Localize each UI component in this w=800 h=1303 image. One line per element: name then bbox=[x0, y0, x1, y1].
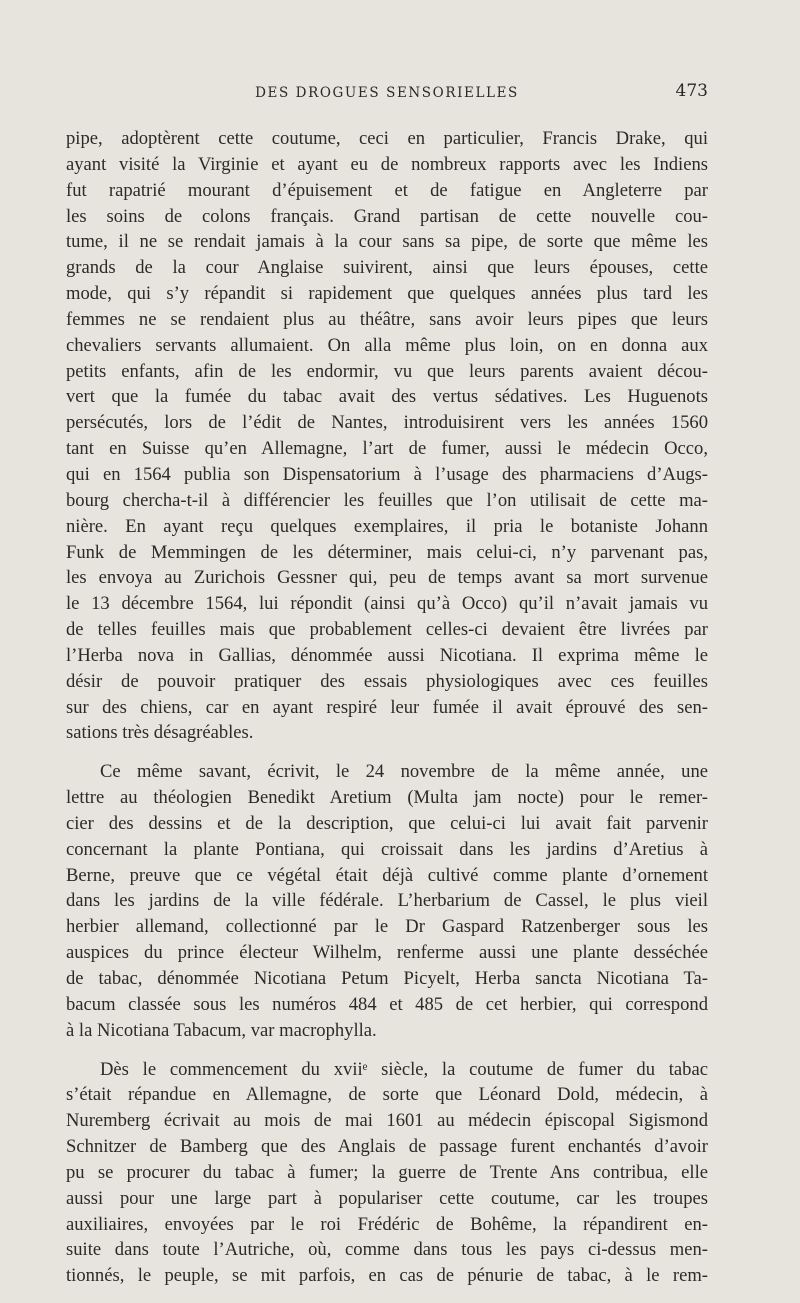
text-line: le 13 décembre 1564, lui répondit (ainsi qu’à Occo) qu’il n’avait jamais vu bbox=[66, 593, 708, 615]
text-line: vert que la fumée du tabac avait des vertus sédatives. Les Huguenots bbox=[66, 386, 708, 408]
text-line: grands de la cour Anglaise suivirent, ainsi que leurs épouses, cette bbox=[66, 257, 708, 279]
body-text bbox=[66, 126, 708, 1289]
text-line: nière. En ayant reçu quelques exemplaires, il pria le botaniste Johann bbox=[66, 515, 708, 537]
text-line: bacum classée sous les numéros 484 et 485 de cet herbier, qui correspond bbox=[66, 993, 708, 1015]
text-line: cier des dessins et de la description, que celui-ci lui avait fait parvenir bbox=[66, 812, 708, 834]
running-title: DES DROGUES SENSORIELLES bbox=[255, 85, 519, 101]
text-line: persécutés, lors de l’édit de Nantes, introduisirent vers les années 1560 bbox=[66, 412, 708, 434]
text-line: auxiliaires, envoyées par le roi Frédéric de Bohême, la répandirent en- bbox=[66, 1213, 708, 1235]
text-line: bourg chercha-t-il à différencier les feuilles que l’on utilisait de cette ma- bbox=[66, 489, 708, 511]
text-line: mode, qui s’y répandit si rapidement que quelques années plus tard les bbox=[66, 283, 708, 305]
paragraph-gap bbox=[66, 1044, 708, 1057]
text-line: chevaliers servants allumaient. On alla même plus loin, on en donna aux bbox=[66, 334, 708, 356]
text-line: herbier allemand, collectionné par le Dr Gaspard Ratzenberger sous les bbox=[66, 916, 708, 938]
text-line: petits enfants, afin de les endormir, vu que leurs parents avaient décou- bbox=[66, 360, 708, 382]
text-line: Schnitzer de Bamberg que des Anglais de passage furent enchantés d’avoir bbox=[66, 1136, 708, 1158]
text-line: concernant la plante Pontiana, qui croissait dans les jardins d’Aretius à bbox=[66, 838, 708, 860]
running-header bbox=[66, 81, 708, 105]
text-line: fut rapatrié mourant d’épuisement et de fatigue en Angleterre par bbox=[66, 179, 708, 201]
text-line: qui en 1564 publia son Dispensatorium à l’usage des pharmaciens d’Augs- bbox=[66, 463, 708, 485]
text-line: auspices du prince électeur Wilhelm, renferme aussi une plante desséchée bbox=[66, 942, 708, 964]
text-line: les envoya au Zurichois Gessner qui, peu de temps avant sa mort survenue bbox=[66, 567, 708, 589]
text-line: Berne, preuve que ce végétal était déjà cultivé comme plante d’ornement bbox=[66, 864, 708, 886]
text-line: s’était répandue en Allemagne, de sorte que Léonard Dold, médecin, à bbox=[66, 1084, 708, 1106]
text-line: dans les jardins de la ville fédérale. L’herbarium de Cassel, le plus vieil bbox=[66, 890, 708, 912]
text-line: désir de pouvoir pratiquer des essais physiologiques avec ces feuilles bbox=[66, 670, 708, 692]
text-line: pipe, adoptèrent cette coutume, ceci en particulier, Francis Drake, qui bbox=[66, 128, 708, 149]
text-line: l’Herba nova in Gallias, dénommée aussi Nicotiana. Il exprima même le bbox=[66, 644, 708, 666]
paragraph bbox=[66, 1057, 708, 1290]
text-line: suite dans toute l’Autriche, où, comme dans tous les pays ci-dessus men- bbox=[66, 1239, 708, 1261]
text-line: sur des chiens, car en ayant respiré leur fumée il avait éprouvé des sen- bbox=[66, 696, 708, 718]
text-line: les soins de colons français. Grand partisan de cette nouvelle cou- bbox=[66, 205, 708, 227]
text-line: tant en Suisse qu’en Allemagne, l’art de fumer, aussi le médecin Occo, bbox=[66, 438, 708, 460]
text-line: à la Nicotiana Tabacum, var macrophylla. bbox=[66, 1019, 377, 1041]
text-line: pu se procurer du tabac à fumer; la guerre de Trente Ans contribua, elle bbox=[66, 1161, 708, 1183]
text-line: ayant visité la Virginie et ayant eu de nombreux rapports avec les Indiens bbox=[66, 153, 708, 175]
text-line: tume, il ne se rendait jamais à la cour sans sa pipe, de sorte que même les bbox=[66, 231, 708, 253]
text-line: Nuremberg écrivait au mois de mai 1601 au médecin épiscopal Sigismond bbox=[66, 1110, 708, 1132]
text-line: de telles feuilles mais que probablement celles-ci devaient être livrées par bbox=[66, 619, 708, 641]
text-line: sations très désagréables. bbox=[66, 722, 254, 744]
text-line: tionnés, le peuple, se mit parfois, en cas de pénurie de tabac, à le rem- bbox=[66, 1265, 708, 1287]
text-line: femmes ne se rendaient plus au théâtre, sans avoir leurs pipes que leurs bbox=[66, 308, 708, 330]
page-number: 473 bbox=[675, 81, 708, 101]
text-line: de tabac, dénommée Nicotiana Petum Picyelt, Herba sancta Nicotiana Ta- bbox=[66, 968, 708, 989]
paragraph bbox=[66, 126, 708, 746]
text-line: Funk de Memmingen de les déterminer, mais celui-ci, n’y parvenant pas, bbox=[66, 541, 708, 563]
text-line: Dès le commencement du xviiᵉ siècle, la coutume de fumer du tabac bbox=[100, 1058, 708, 1080]
text-line: lettre au théologien Benedikt Aretium (Multa jam nocte) pour le remer- bbox=[66, 787, 708, 809]
paragraph-gap bbox=[66, 746, 708, 759]
text-line: Ce même savant, écrivit, le 24 novembre de la même année, une bbox=[100, 761, 708, 783]
text-line: aussi pour une large part à populariser cette coutume, car les troupes bbox=[66, 1187, 708, 1209]
paragraph bbox=[66, 759, 708, 1043]
